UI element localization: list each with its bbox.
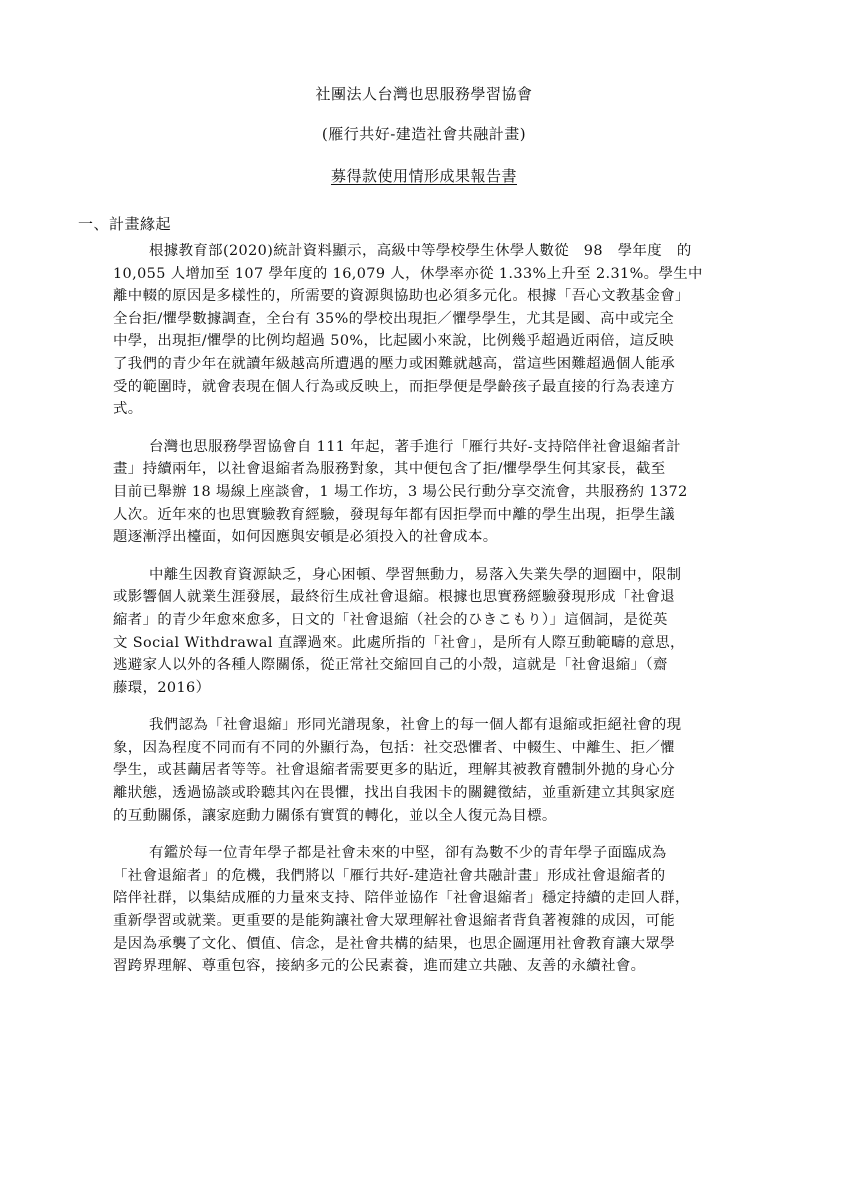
text-line: 學生，或甚繭居者等等。社會退縮者需要更多的貼近，理解其被教育體制外拋的身心分 bbox=[113, 762, 676, 779]
paragraph-4 bbox=[113, 714, 773, 827]
text-line: 或影響個人就業生涯發展，最終衍生成社會退縮。根據也思實務經驗發現形成「社會退 bbox=[113, 589, 676, 606]
text-line: 10,055 人增加至 107 學年度的 16,079 人，休學率亦從 1.33%上升至 2.31%。學生中 bbox=[113, 265, 703, 282]
text-line: 的互動關係，讓家庭動力關係有實質的轉化，並以全人復元為目標。 bbox=[113, 807, 557, 824]
text-line: 習跨界理解、尊重包容，接納多元的公民素養，進而建立共融、友善的永續社會。 bbox=[113, 958, 646, 975]
section-heading: 一、計畫緣起 bbox=[78, 215, 172, 233]
text-line: 畫」持續兩年，以社會退縮者為服務對象，其中便包含了拒/懼學學生何其家長，截至 bbox=[113, 461, 666, 478]
text-line: 離狀態，透過協談或聆聽其內在畏懼，找出自我困卡的關鍵徵結，並重新建立其與家庭 bbox=[113, 785, 676, 802]
text-line: 台灣也思服務學習協會自 111 年起，著手進行「雁行共好-支持陪伴社會退縮者計 bbox=[149, 438, 681, 455]
text-line: 重新學習或就業。更重要的是能夠讓社會大眾理解社會退縮者背負著複雜的成因，可能 bbox=[113, 913, 676, 930]
text-line: 文 Social Withdrawal 直譯過來。此處所指的「社會」，是所有人際互動範疇的意思， bbox=[113, 634, 685, 651]
text-line: 是因為承襲了文化、價值、信念，是社會共構的結果，也思企圖運用社會教育讓大眾學 bbox=[113, 935, 676, 952]
text-line: 象，因為程度不同而有不同的外顯行為，包括：社交恐懼者、中輟生、中離生、拒／懼 bbox=[113, 739, 676, 756]
text-line: 目前已舉辦 18 場線上座談會，1 場工作坊，3 場公民行動分享交流會，共服務約 1372 bbox=[113, 483, 688, 500]
paragraph-1 bbox=[113, 240, 773, 421]
text-line: 根據教育部(2020)統計資料顯示，高級中等學校學生休學人數從 98 學年度 的 bbox=[149, 243, 692, 259]
paragraph-2 bbox=[113, 436, 773, 549]
text-line: 式。 bbox=[113, 401, 143, 418]
paragraph-5 bbox=[113, 842, 773, 978]
text-line: 離中輟的原因是多樣性的，所需要的資源與協助也必須多元化。根據「吾心文教基金會」 bbox=[113, 288, 690, 305]
text-line: 藤環，2016） bbox=[113, 679, 211, 696]
text-line: 中學，出現拒/懼學的比例均超過 50%，比起國小來說，比例幾乎超過近兩倍，這反映 bbox=[113, 333, 675, 350]
text-line: 受的範圍時，就會表現在個人行為或反映上，而拒學便是學齡孩子最直接的行為表達方 bbox=[113, 378, 676, 395]
text-line: 我們認為「社會退縮」形同光譜現象，社會上的每一個人都有退縮或拒絕社會的現 bbox=[149, 717, 682, 734]
body-text bbox=[113, 240, 773, 993]
text-line: 逃避家人以外的各種人際關係，從正常社交縮回自己的小殼，這就是「社會退縮」（齋 bbox=[113, 657, 668, 674]
text-line: 人次。近年來的也思實驗教育經驗，發現每年都有因拒學而中離的學生出現，拒學生議 bbox=[113, 506, 676, 523]
text-line: 陪伴社群，以集結成雁的力量來支持、陪伴並協作「社會退縮者」穩定持續的走回人群， bbox=[113, 890, 690, 907]
text-line: 全台拒/懼學數據調查，全台有 35%的學校出現拒／懼學學生，尤其是國、高中或完全 bbox=[113, 310, 675, 327]
text-line: 縮者」的青少年愈來愈多，日文的「社會退縮（社会的ひきこもり）」這個詞，是從英 bbox=[113, 611, 668, 628]
text-line: 中離生因教育資源缺乏，身心困頓、學習無動力，易落入失業失學的迴圈中，限制 bbox=[149, 566, 682, 583]
text-line: 題逐漸浮出檯面，如何因應與安頓是必須投入的社會成本。 bbox=[113, 529, 498, 546]
paragraph-3 bbox=[113, 564, 773, 700]
project-subtitle: (雁行共好-建造社會共融計畫) bbox=[321, 125, 527, 143]
text-line: 了我們的青少年在就讀年級越高所遭遇的壓力或困難就越高，當這些困難超過個人能承 bbox=[113, 355, 676, 372]
organization-title: 社團法人台灣也思服務學習協會 bbox=[315, 85, 533, 103]
report-title: 募得款使用情形成果報告書 bbox=[330, 167, 517, 185]
text-line: 「社會退縮者」的危機，我們將以「雁行共好-建造社會共融計畫」形成社會退縮者的 bbox=[113, 867, 666, 884]
text-line: 有鑑於每一位青年學子都是社會未來的中堅，卻有為數不少的青年學子面臨成為 bbox=[149, 845, 667, 862]
